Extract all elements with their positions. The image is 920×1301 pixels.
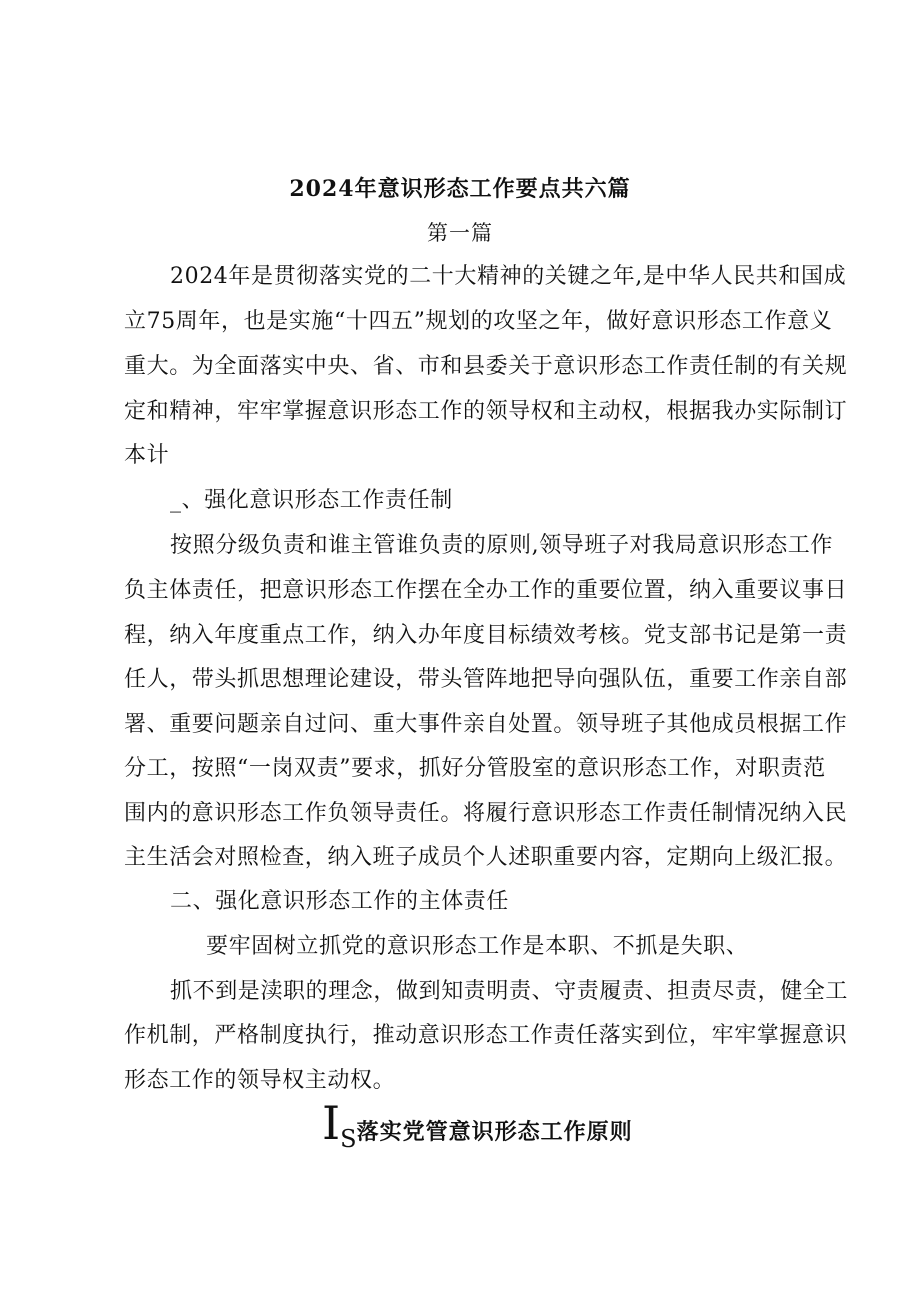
intro-line-4: 定和精神，牢牢掌握意识形态工作的领导权和主动权，根据我办实际制订 bbox=[124, 399, 848, 424]
section1-line-4: 任人，带头抓思想理论建设，带头管阵地把导向强队伍，重要工作亲自部 bbox=[124, 667, 848, 692]
section1-line-5: 署、重要问题亲自过问、重大事件亲自处置。领导班子其他成员根据工作 bbox=[124, 712, 848, 737]
section2-line-1: 抓不到是渎职的理念，做到知责明责、守责履责、担责尽责，健全工 bbox=[170, 979, 849, 1004]
section2-line-3: 形态工作的领导权主动权。 bbox=[124, 1068, 396, 1093]
section1-line-1: 按照分级负责和谁主管谁负责的原则,领导班子对我局意识形态工作 bbox=[170, 533, 833, 558]
section1-line-8: 主生活会对照检查，纳入班子成员个人述职重要内容，定期向上级汇报。 bbox=[124, 845, 848, 870]
section1-line-3: 程，纳入年度重点工作，纳入办年度目标绩效考核。党支部书记是第一责 bbox=[124, 623, 848, 648]
section3-heading-big-letter: I bbox=[322, 1096, 341, 1150]
section1-heading: _、强化意识形态工作责任制 bbox=[170, 488, 453, 513]
section1-line-7: 围内的意识形态工作负领导责任。将履行意识形态工作责任制情况纳入民 bbox=[124, 801, 848, 826]
section1-line-2: 负主体责任，把意识形态工作摆在全办工作的重要位置，纳入重要议事日 bbox=[124, 578, 848, 603]
section2-first-line: 要牢固树立抓党的意识形态工作是本职、不抓是失职、 bbox=[206, 934, 749, 959]
document-subtitle: 第一篇 bbox=[427, 221, 493, 245]
intro-line-5: 本计 bbox=[124, 443, 170, 468]
intro-line-2: 立75周年，也是实施“十四五”规划的攻坚之年，做好意识形态工作意义 bbox=[124, 309, 833, 334]
document-title: 2024年意识形态工作要点共六篇 bbox=[289, 176, 631, 202]
section3-heading-text: 落实党管意识形态工作原则 bbox=[356, 1119, 633, 1145]
section3-heading-subscript: S bbox=[340, 1125, 357, 1153]
intro-line-1: 2024年是贯彻落实党的二十大精神的关键之年,是中华人民共和国成 bbox=[170, 264, 847, 289]
section3-heading bbox=[322, 1096, 633, 1153]
section2-heading: 二、强化意识形态工作的主体责任 bbox=[170, 889, 510, 914]
section1-line-6: 分工，按照“一岗双责”要求，抓好分管股室的意识形态工作，对职责范 bbox=[124, 756, 826, 781]
section2-line-2: 作机制，严格制度执行，推动意识形态工作责任落实到位，牢牢掌握意识 bbox=[124, 1023, 848, 1048]
intro-line-3: 重大。为全面落实中央、省、市和县委关于意识形态工作责任制的有关规 bbox=[124, 354, 848, 379]
